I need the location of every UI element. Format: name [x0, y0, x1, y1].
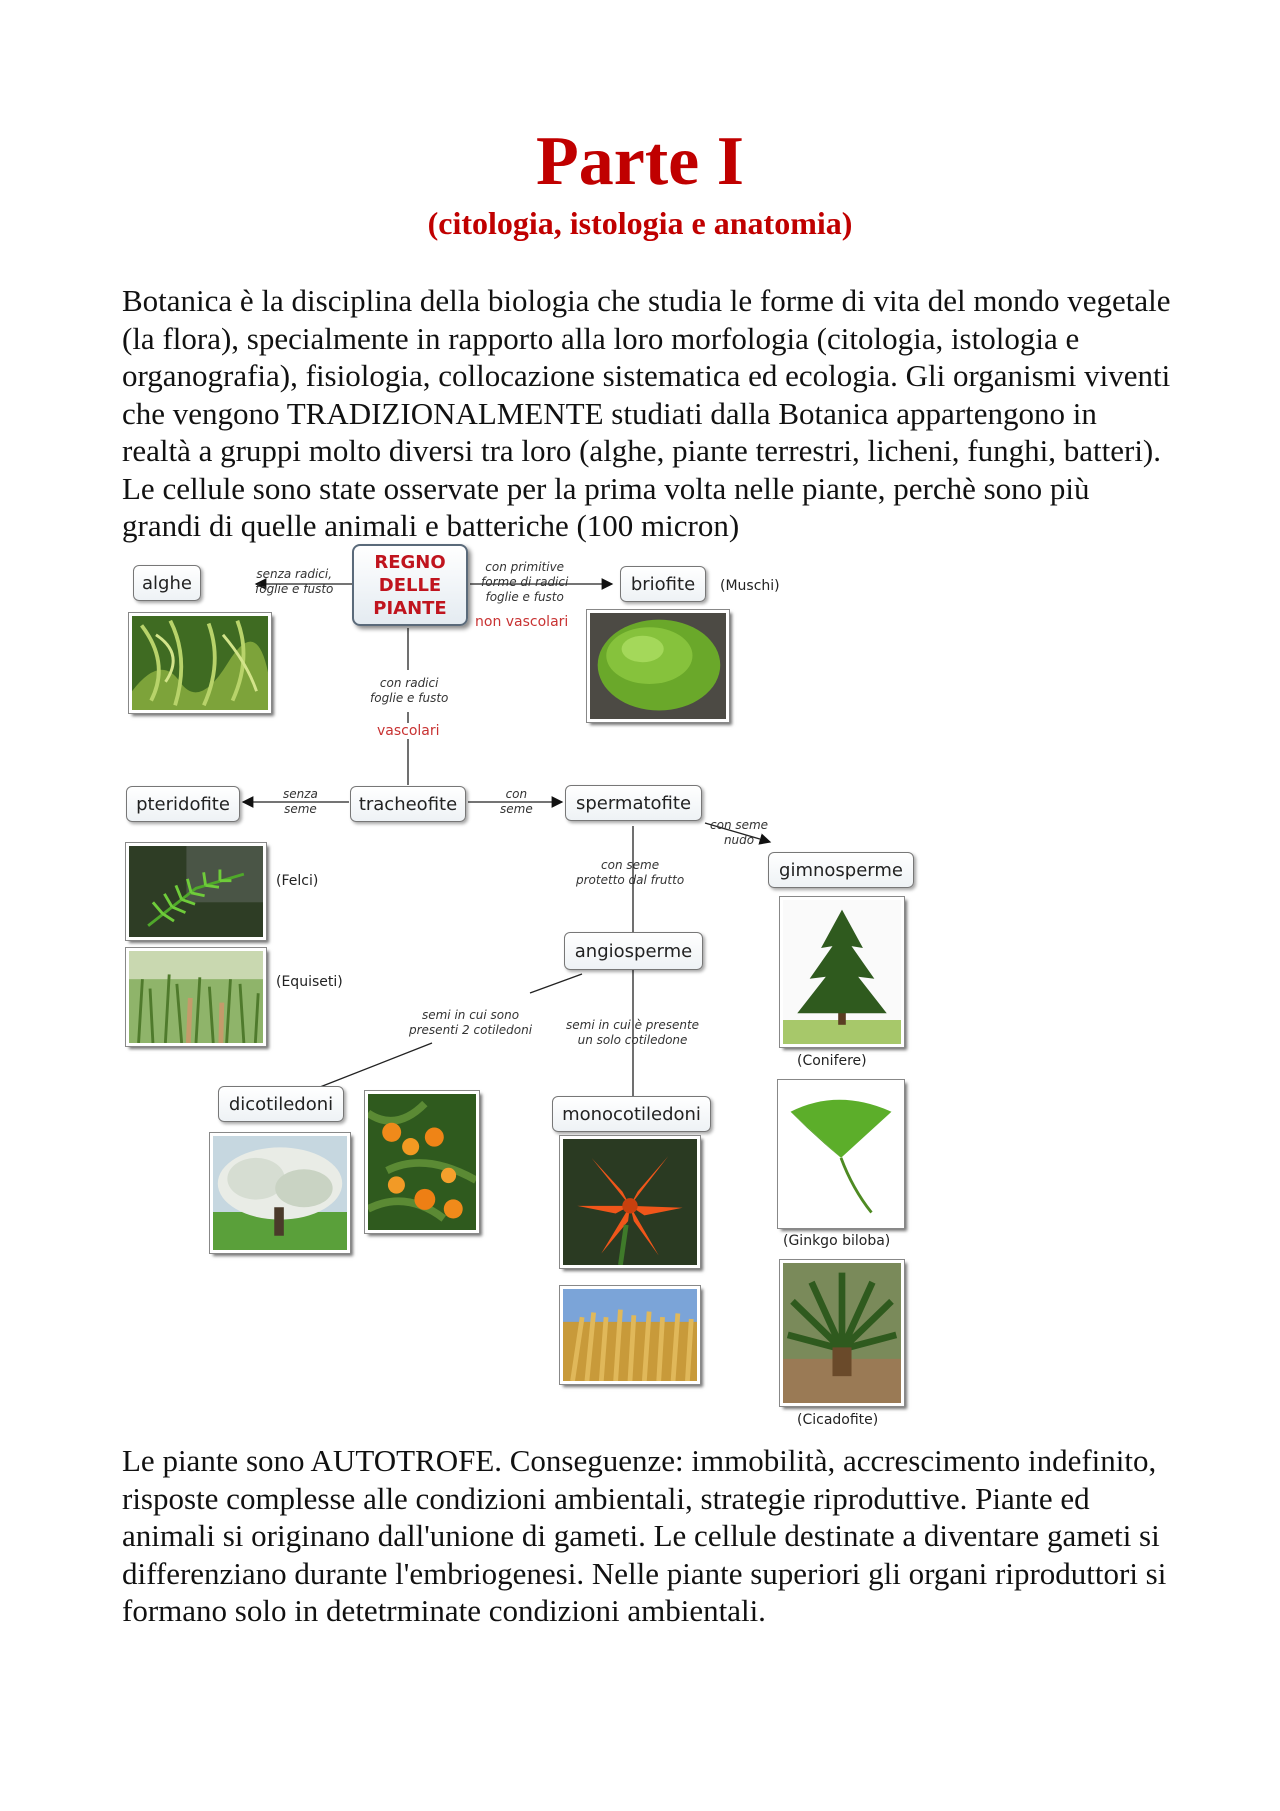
- horsetail-photo: [126, 948, 266, 1046]
- lily-photo: [560, 1136, 700, 1268]
- node-gimnosperme: gimnosperme: [768, 852, 914, 888]
- fern-photo: [126, 843, 266, 940]
- note-two-cotyledons: semi in cui sono presenti 2 cotiledoni: [409, 1008, 533, 1037]
- node-dicotiledoni: dicotiledoni: [218, 1086, 344, 1122]
- caption-equiseti: (Equiseti): [276, 974, 343, 990]
- note-protected-seed: con seme protetto dal frutto: [576, 858, 685, 887]
- conifer-photo: [780, 897, 904, 1047]
- conclusion-paragraph: Le piante sono AUTOTROFE. Conseguenze: immobilità, accrescimento indefinito, risposte complesse alle condizioni ambientali, strategie riproduttive. Piante ed animali si originano dall'unione di gameti. Le cellule destinate a diventare gameti si differenziano durante l'embriogenesi. Nelle piante superiori gli organi riproduttori si formano solo in detetrminate condizioni ambientali.: [122, 1443, 1167, 1628]
- root-line-2: DELLE: [378, 574, 442, 596]
- node-monocotiledoni: monocotiledoni: [552, 1096, 711, 1132]
- note-primitive: con primitive forme di radici foglie e fusto: [481, 560, 569, 604]
- root-line-3: PIANTE: [373, 597, 447, 619]
- ginkgo-leaf-photo: [778, 1080, 904, 1228]
- caption-conifere: (Conifere): [797, 1053, 867, 1069]
- cycad-photo: [780, 1260, 904, 1406]
- node-angiosperme: angiosperme: [564, 932, 703, 970]
- node-tracheofite: tracheofite: [350, 786, 466, 822]
- page-title: Parte I: [536, 123, 744, 200]
- note-no-roots: senza radici, foglie e fusto: [255, 567, 334, 596]
- caption-ginkgo: (Ginkgo biloba): [783, 1233, 891, 1249]
- caption-cicadofite: (Cicadofite): [797, 1412, 879, 1428]
- note-naked-seed: con seme nudo: [710, 818, 769, 847]
- node-alghe: alghe: [133, 565, 201, 601]
- moss-photo: [587, 610, 729, 722]
- caption-muschi: (Muschi): [720, 578, 780, 594]
- algae-photo: [129, 613, 271, 713]
- intro-paragraph: Botanica è la disciplina della biologia che studia le forme di vita del mondo vegetale (la flora), specialmente in rapporto alla loro morfologia (citologia, istologia e organografia), fisiologia, collocazione sistematica ed ecologia. Gli organismi viventi che vengono TRADIZIONALMENTE studiati dalla Botanica appartengono in realtà a gruppi molto diversi tra loro (alghe, piante terrestri, licheni, funghi, batteri). Le cellule sono state osservate per la prima volta nelle piante, perchè sono più grandi di quelle animali e batteriche (100 micron): [122, 283, 1171, 543]
- tag-non-vascular: non vascolari: [475, 614, 569, 630]
- wheat-photo: [560, 1286, 700, 1384]
- caption-felci: (Felci): [276, 873, 319, 889]
- note-one-cotyledon: semi in cui è presente un solo cotiledone: [566, 1018, 700, 1047]
- page-subtitle: (citologia, istologia e anatomia): [427, 205, 853, 241]
- note-no-seed: senza seme: [283, 787, 318, 816]
- node-pteridofite: pteridofite: [126, 786, 240, 822]
- note-with-seed: con seme: [500, 787, 533, 816]
- flowering-tree-photo: [210, 1133, 350, 1253]
- note-with-roots: con radici foglie e fusto: [370, 676, 449, 705]
- root-line-1: REGNO: [374, 551, 446, 573]
- node-briofite: briofite: [620, 566, 706, 602]
- tag-vascular: vascolari: [377, 723, 440, 739]
- plant-kingdom-root: [352, 544, 468, 626]
- orange-tree-photo: [365, 1091, 479, 1233]
- node-spermatofite: spermatofite: [565, 785, 702, 821]
